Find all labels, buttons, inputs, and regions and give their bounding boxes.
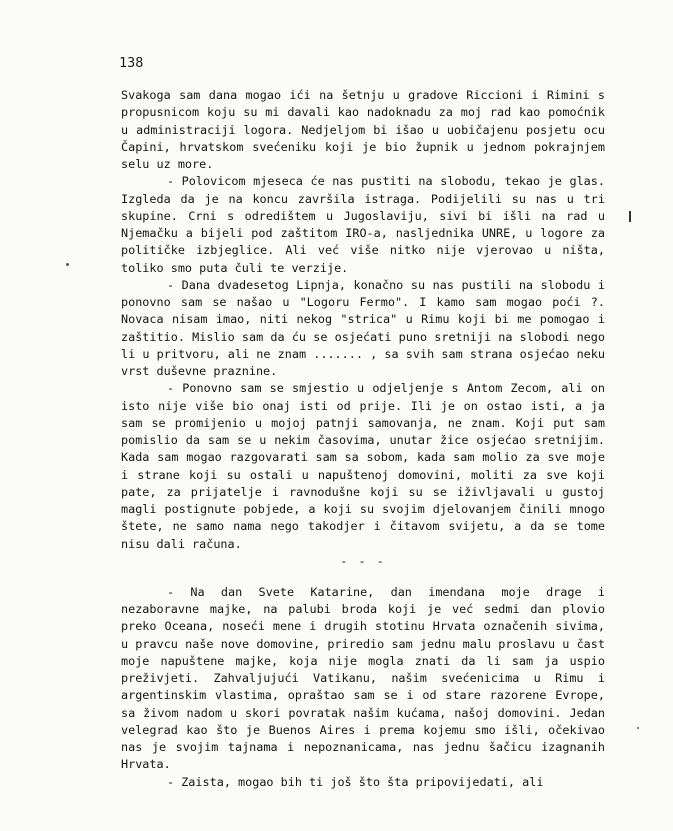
- paragraph-4: - Ponovno sam se smjestio u odjeljenje s Antom Zecom, ali on isto nije više bio onaj isti od prije. Ili je on ostao isti, a ja sam se promijenio u mojoj patnji samovanja, ne znam. Koji put sam pomislio da sam se u nekim časovima, unutar žice osjećao sretnijim. Kada sam mogao razgovarati sam sa sobom, kada sam molio za sve moje i strane koji su ostali u napuštenoj domovini, moliti za sve koji pate, za prijatelje i ravnodušne koji su se iživljavali u gustoj magli postignute pobjede, a koji su svojim djelovanjem činili mnogo štete, ne samo nama nego takodjer i čitavom svijetu, a da se tome nisu dali računa.: [121, 381, 605, 551]
- paragraph-2: - Polovicom mjeseca će nas pustiti na slobodu, tekao je glas. Izgleda da je na koncu završila istraga. Podijelili su nas u tri skupine. Crni s odredištem u Jugoslaviju, sivi bi išli na rad u Njemačku a bijeli pod zaštitom IRO-a, nasljednika UNRE, u logore za političke izbjeglice. Ali već više nitko nije vjerovao u ništa, toliko smo puta čuli te verzije.: [121, 174, 605, 275]
- section-separator: - - -: [340, 553, 386, 568]
- body-text: [121, 87, 605, 791]
- blank-line: [121, 570, 605, 584]
- paragraph-5: - Na dan Svete Katarine, dan imendana moje drage i nezaboravne majke, na palubi broda koji je već sedmi dan plovio preko Oceana, noseći mene i drugih stotinu Hrvata označenih sivima, u pravcu naše nove domovine, priredio sam jednu malu proslavu u čast moje napuštene majke, koja nije mogla znati da li sam ja uspio preživjeti. Zahvaljujući Vatikanu, našim svećenicima u Rimu i argentinskim vlastima, opraštao sam se i od stare razorene Evrope, sa živom nadom u skori povratak našim kućama, našoj domovini. Jedan velegrad kao što je Buenos Aires i prema kojemu smo išli, očekivao nas je svojim tajnama i nepoznanicama, nas jednu šačicu izagnanih Hrvata.: [121, 584, 605, 772]
- scan-speck: [637, 727, 639, 729]
- margin-mark: [629, 211, 631, 222]
- paragraph-3: - Dana dvadesetog Lipnja, konačno su nas pustili na slobodu i ponovno sam se našao u "Logoru Fermo". I kamo sam mogao poći ?. Novaca nisam imao, niti nekog "strica" u Rimu koji bi me pomogao i zaštitio. Mislio sam da ću se osjećati puno sretniji na slobodi nego li u pritvoru, ali ne znam ....... , sa svih sam strana osjećao neku vrst duševne praznine.: [121, 277, 605, 378]
- paragraph-6: - Zaista, mogao bih ti još što šta pripovijedati, ali: [167, 774, 544, 789]
- scan-speck: [66, 263, 69, 266]
- paragraph-1: Svakoga sam dana mogao ići na šetnju u gradove Riccioni i Rimini s propusnicom koju su mi davali kao nadoknadu za moj rad kao pomoćnik u administraciji logora. Nedjeljom bi išao u uobičajenu posjetu ocu Čapini, hrvatskom svećeniku koji je bio župnik u jednom pokrajnjem selu uz more.: [121, 88, 605, 171]
- page-number: 138: [119, 55, 144, 71]
